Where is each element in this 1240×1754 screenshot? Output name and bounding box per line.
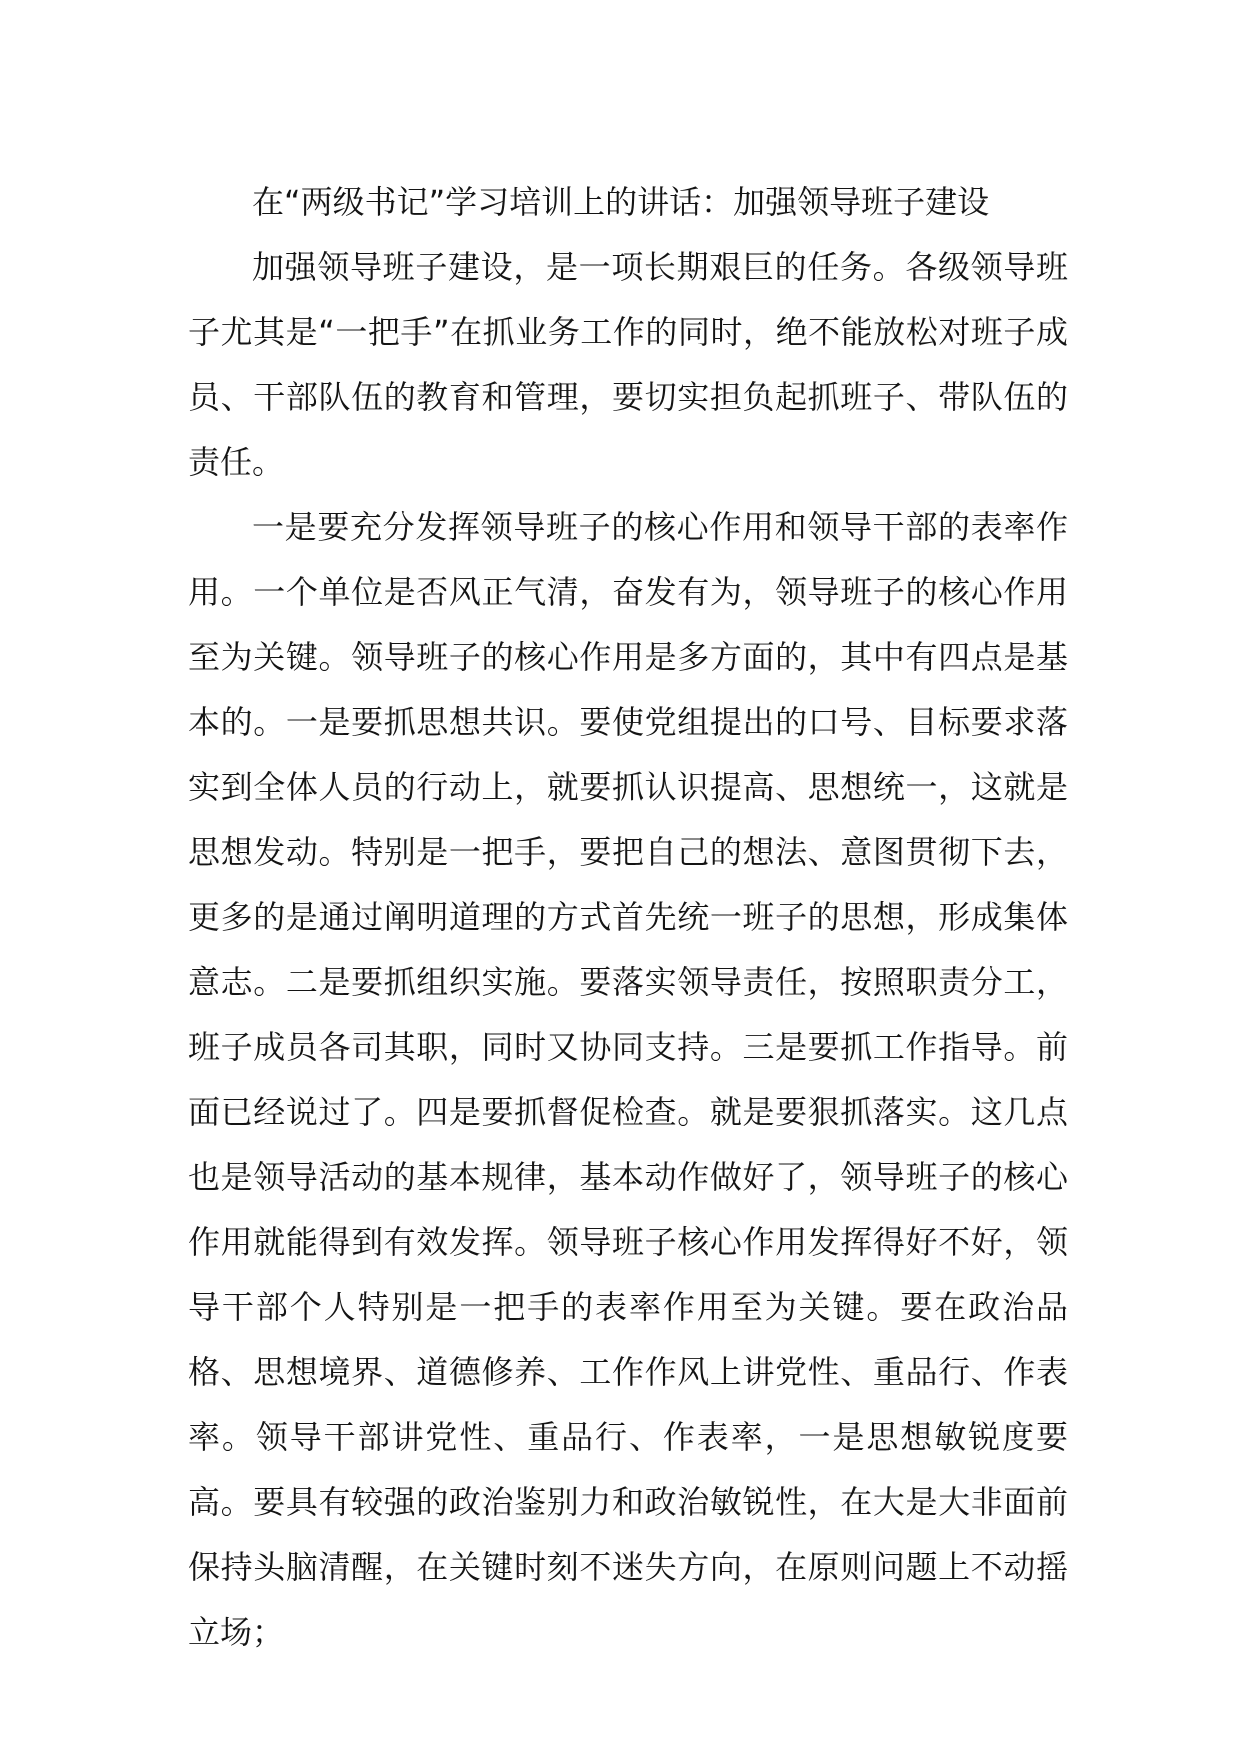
paragraph-point-one: 一是要充分发挥领导班子的核心作用和领导干部的表率作用。一个单位是否风正气清，奋发有为，领导班子的核心作用至为关键。领导班子的核心作用是多方面的，其中有四点是基本的。一是要抓思想共识。要使党组提出的口号、目标要求落实到全体人员的行动上，就要抓认识提高、思想统一，这就是思想发动。特别是一把手，要把自己的想法、意图贯彻下去，更多的是通过阐明道理的方式首先统一班子的思想，形成集体意志。二是要抓组织实施。要落实领导责任，按照职责分工，班子成员各司其职，同时又协同支持。三是要抓工作指导。前面已经说过了。四是要抓督促检查。就是要狠抓落实。这几点也是领导活动的基本规律，基本动作做好了，领导班子的核心作用就能得到有效发挥。领导班子核心作用发挥得好不好，领导干部个人特别是一把手的表率作用至为关键。要在政治品格、思想境界、道德修养、工作作风上讲党性、重品行、作表率。领导干部讲党性、重品行、作表率，一是思想敏锐度要高。要具有较强的政治鉴别力和政治敏锐性，在大是大非面前保持头脑清醒，在关键时刻不迷失方向，在原则问题上不动摇立场；	[188, 508, 1068, 1651]
document-body	[188, 170, 1068, 1665]
paragraph-intro: 加强领导班子建设，是一项长期艰巨的任务。各级领导班子尤其是“一把手”在抓业务工作的同时，绝不能放松对班子成员、干部队伍的教育和管理，要切实担负起抓班子、带队伍的责任。	[188, 248, 1068, 481]
document-title: 在“两级书记”学习培训上的讲话：加强领导班子建设	[252, 183, 990, 221]
